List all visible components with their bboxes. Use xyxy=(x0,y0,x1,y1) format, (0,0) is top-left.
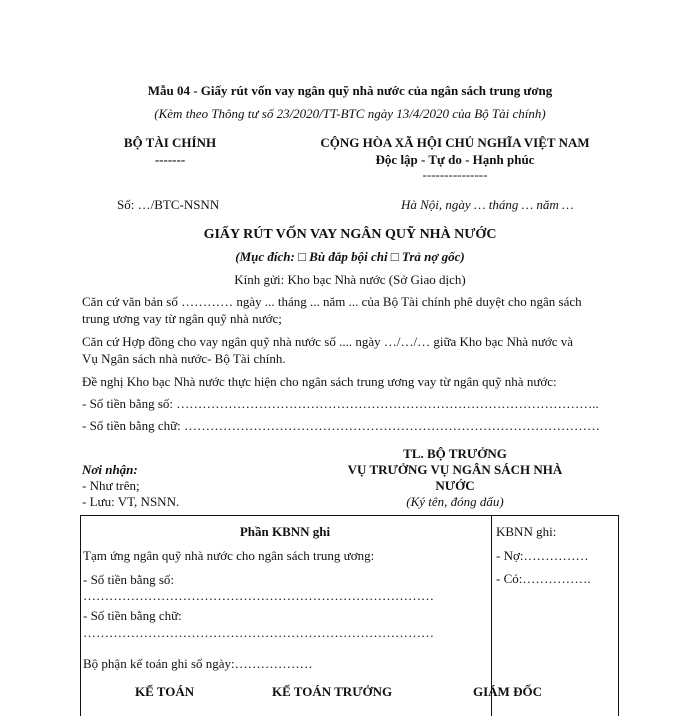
signature-line-2: VỤ TRƯỞNG VỤ NGÂN SÁCH NHÀ xyxy=(347,462,563,477)
request-paragraph: Đề nghị Kho bạc Nhà nước thực hiện cho ngân sách trung ương vay từ ngân quỹ nhà nước: xyxy=(82,374,557,389)
basis-paragraph-1-cont: trung ương vay từ ngân quỹ nhà nước; xyxy=(82,311,282,326)
basis-paragraph-2: Căn cứ Hợp đồng cho vay ngân quỹ nhà nước số .... ngày …/…/… giữa Kho bạc Nhà nước và xyxy=(82,334,574,349)
agency-name: BỘ TÀI CHÍNH xyxy=(123,135,217,150)
signature-note: (Ký tên, đóng dấu) xyxy=(406,494,504,509)
kbnn-amount-number-label: - Số tiền bằng số: xyxy=(83,572,174,587)
signature-chief-accountant: KẾ TOÁN TRƯỞNG xyxy=(272,684,393,699)
purpose-line: (Mục đích: □ Bù đắp bội chi □ Trả nợ gốc) xyxy=(235,249,465,264)
document-title: GIẤY RÚT VỐN VAY NGÂN QUỸ NHÀ NƯỚC xyxy=(203,227,497,242)
amount-number-line: - Số tiền bằng số: …………………………………………………………………………………….. xyxy=(82,396,599,411)
recipient-item: - Như trên; xyxy=(82,478,140,493)
kbnn-side-credit: - Có:……………. xyxy=(496,571,591,586)
kbnn-amount-words-label: - Số tiền bằng chữ: xyxy=(83,608,182,623)
basis-paragraph-1: Căn cứ văn bản số ………… ngày ... tháng ... năm ... của Bộ Tài chính phê duyệt cho ngân sách xyxy=(82,294,582,309)
doc-number: Số: …/BTC-NSNN xyxy=(117,197,220,212)
kbnn-amount-words-dots: ……………………………………………………………………… xyxy=(83,625,434,640)
recipient-line: Kính gửi: Kho bạc Nhà nước (Sở Giao dịch) xyxy=(234,272,466,287)
kbnn-advance-line: Tạm ứng ngân quỹ nhà nước cho ngân sách trung ương: xyxy=(83,548,375,563)
kbnn-section-title: Phần KBNN ghi xyxy=(239,524,331,539)
form-title: Mẫu 04 - Giấy rút vốn vay ngân quỹ nhà nước của ngân sách trung ương xyxy=(147,83,553,98)
kbnn-side-title: KBNN ghi: xyxy=(496,524,557,539)
amount-words-line: - Số tiền bằng chữ: …………………………………………………………………………………… xyxy=(82,418,601,433)
agency-dash: ------- xyxy=(154,152,186,167)
recipient-item: - Lưu: VT, NSNN. xyxy=(82,494,180,509)
signature-director: GIÁM ĐỐC xyxy=(473,684,542,699)
form-subtitle: (Kèm theo Thông tư số 23/2020/TT-BTC ngày 13/4/2020 của Bộ Tài chính) xyxy=(154,106,546,121)
signature-line-3: NƯỚC xyxy=(435,478,475,493)
signature-line-1: TL. BỘ TRƯỞNG xyxy=(403,446,507,461)
place-date: Hà Nội, ngày … tháng … năm … xyxy=(401,197,574,212)
motto-dash: --------------- xyxy=(422,167,488,182)
kbnn-side-debit: - Nợ:…………… xyxy=(496,548,589,563)
basis-paragraph-2-cont: Vụ Ngân sách nhà nước- Bộ Tài chính. xyxy=(82,351,286,366)
recipients-label: Nơi nhận: xyxy=(82,462,138,477)
kbnn-accounting-date: Bộ phận kế toán ghi sổ ngày:……………… xyxy=(83,656,313,671)
nation-name: CỘNG HÒA XÃ HỘI CHỦ NGHĨA VIỆT NAM xyxy=(320,135,590,150)
kbnn-amount-number-dots: ……………………………………………………………………… xyxy=(83,588,434,603)
signature-accountant: KẾ TOÁN xyxy=(135,684,195,699)
motto: Độc lập - Tự do - Hạnh phúc xyxy=(375,152,535,167)
